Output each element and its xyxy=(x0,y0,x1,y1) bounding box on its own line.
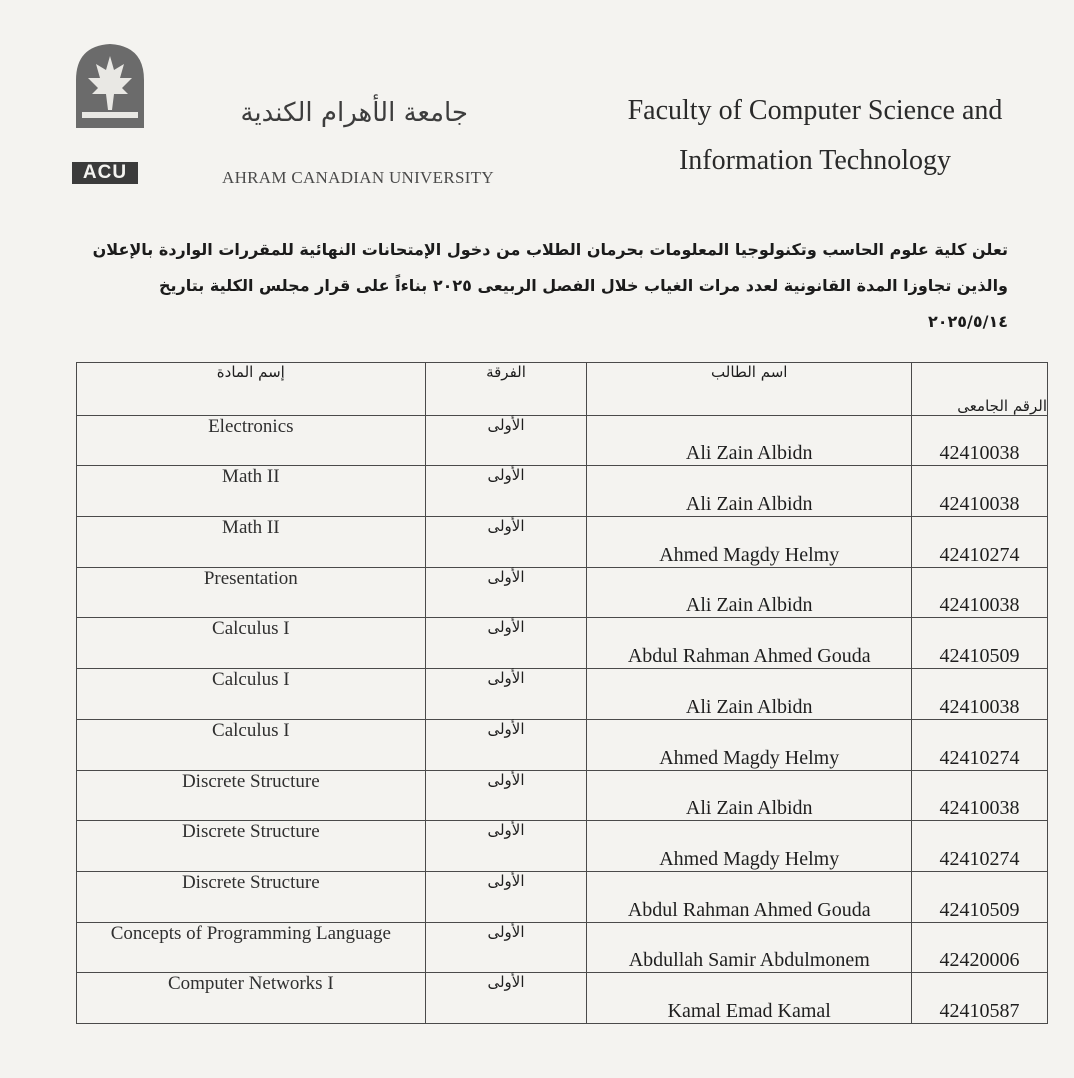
cell-course: Discrete Structure xyxy=(77,821,426,872)
cell-student-name: Abdul Rahman Ahmed Gouda xyxy=(587,871,912,922)
cell-course: Calculus I xyxy=(77,669,426,720)
cell-year: الأولى xyxy=(425,618,587,669)
cell-course: Discrete Structure xyxy=(77,770,426,821)
cell-year: الأولى xyxy=(425,415,587,466)
cell-year: الأولى xyxy=(425,922,587,973)
cell-student-name: Ali Zain Albidn xyxy=(587,466,912,517)
announcement-line1: تعلن كلية علوم الحاسب وتكنولوجيا المعلومات بحرمان الطلاب من دخول الإمتحانات النهائية للمقررات الواردة بالإعلان xyxy=(92,240,1008,259)
cell-student-name: Abdul Rahman Ahmed Gouda xyxy=(587,618,912,669)
header-year: الفرقة xyxy=(425,363,587,416)
cell-student-name: Abdullah Samir Abdulmonem xyxy=(587,922,912,973)
deprived-students-table xyxy=(76,362,1048,1024)
cell-student-id: 42410038 xyxy=(912,567,1048,618)
announcement-line2: والذين تجاوزا المدة القانونية لعدد مرات الغياب خلال الفصل الربيعى ٢٠٢٥ بناءاً على قرار مجلس الكلية بتاريخ xyxy=(159,276,1008,295)
cell-student-name: Ali Zain Albidn xyxy=(587,415,912,466)
cell-student-id: 42420006 xyxy=(912,922,1048,973)
announcement-text xyxy=(80,232,1008,340)
cell-course: Discrete Structure xyxy=(77,871,426,922)
cell-student-name: Ali Zain Albidn xyxy=(587,669,912,720)
table-row xyxy=(77,567,1048,618)
university-name-english: AHRAM CANADIAN UNIVERSITY xyxy=(222,168,494,187)
university-abbreviation: ACU xyxy=(72,162,138,184)
table-row xyxy=(77,618,1048,669)
cell-course: Calculus I xyxy=(77,719,426,770)
cell-student-id: 42410509 xyxy=(912,618,1048,669)
maple-leaf-emblem-icon xyxy=(70,40,150,128)
cell-student-name: Ahmed Magdy Helmy xyxy=(587,517,912,568)
cell-student-name: Ali Zain Albidn xyxy=(587,567,912,618)
cell-student-id: 42410038 xyxy=(912,770,1048,821)
cell-course: Math II xyxy=(77,466,426,517)
cell-year: الأولى xyxy=(425,669,587,720)
table-row xyxy=(77,669,1048,720)
cell-year: الأولى xyxy=(425,871,587,922)
table-row xyxy=(77,871,1048,922)
cell-course: Presentation xyxy=(77,567,426,618)
cell-student-id: 42410274 xyxy=(912,719,1048,770)
cell-student-id: 42410038 xyxy=(912,669,1048,720)
university-logo xyxy=(70,40,494,187)
cell-year: الأولى xyxy=(425,770,587,821)
table-row xyxy=(77,466,1048,517)
cell-student-name: Ahmed Magdy Helmy xyxy=(587,821,912,872)
faculty-title-line1: Faculty of Computer Science and xyxy=(627,95,1003,126)
cell-student-name: Ali Zain Albidn xyxy=(587,770,912,821)
cell-course: Electronics xyxy=(77,415,426,466)
cell-student-name: Ahmed Magdy Helmy xyxy=(587,719,912,770)
faculty-title xyxy=(560,86,1070,186)
cell-course: Concepts of Programming Language xyxy=(77,922,426,973)
cell-course: Computer Networks I xyxy=(77,973,426,1024)
announcement-date: ٢٠٢٥/٥/١٤ xyxy=(927,312,1008,331)
cell-year: الأولى xyxy=(425,719,587,770)
table-row xyxy=(77,922,1048,973)
cell-student-id: 42410038 xyxy=(912,466,1048,517)
table-row xyxy=(77,719,1048,770)
table-row xyxy=(77,517,1048,568)
cell-year: الأولى xyxy=(425,517,587,568)
cell-student-id: 42410274 xyxy=(912,821,1048,872)
cell-course: Math II xyxy=(77,517,426,568)
table-header-row xyxy=(77,363,1048,416)
cell-year: الأولى xyxy=(425,821,587,872)
header-course: إسم المادة xyxy=(77,363,426,416)
cell-student-name: Kamal Emad Kamal xyxy=(587,973,912,1024)
faculty-title-line2: Information Technology xyxy=(678,145,951,176)
header-student-id: الرقم الجامعى xyxy=(912,363,1048,416)
table-row xyxy=(77,821,1048,872)
table-row xyxy=(77,415,1048,466)
header-student-name: اسم الطالب xyxy=(587,363,912,416)
cell-student-id: 42410587 xyxy=(912,973,1048,1024)
cell-year: الأولى xyxy=(425,567,587,618)
university-name-arabic: جامعة الأهرام الكندية xyxy=(240,98,468,128)
cell-course: Calculus I xyxy=(77,618,426,669)
cell-year: الأولى xyxy=(425,973,587,1024)
cell-student-id: 42410038 xyxy=(912,415,1048,466)
cell-student-id: 42410274 xyxy=(912,517,1048,568)
table-row xyxy=(77,770,1048,821)
cell-student-id: 42410509 xyxy=(912,871,1048,922)
table-row xyxy=(77,973,1048,1024)
cell-year: الأولى xyxy=(425,466,587,517)
